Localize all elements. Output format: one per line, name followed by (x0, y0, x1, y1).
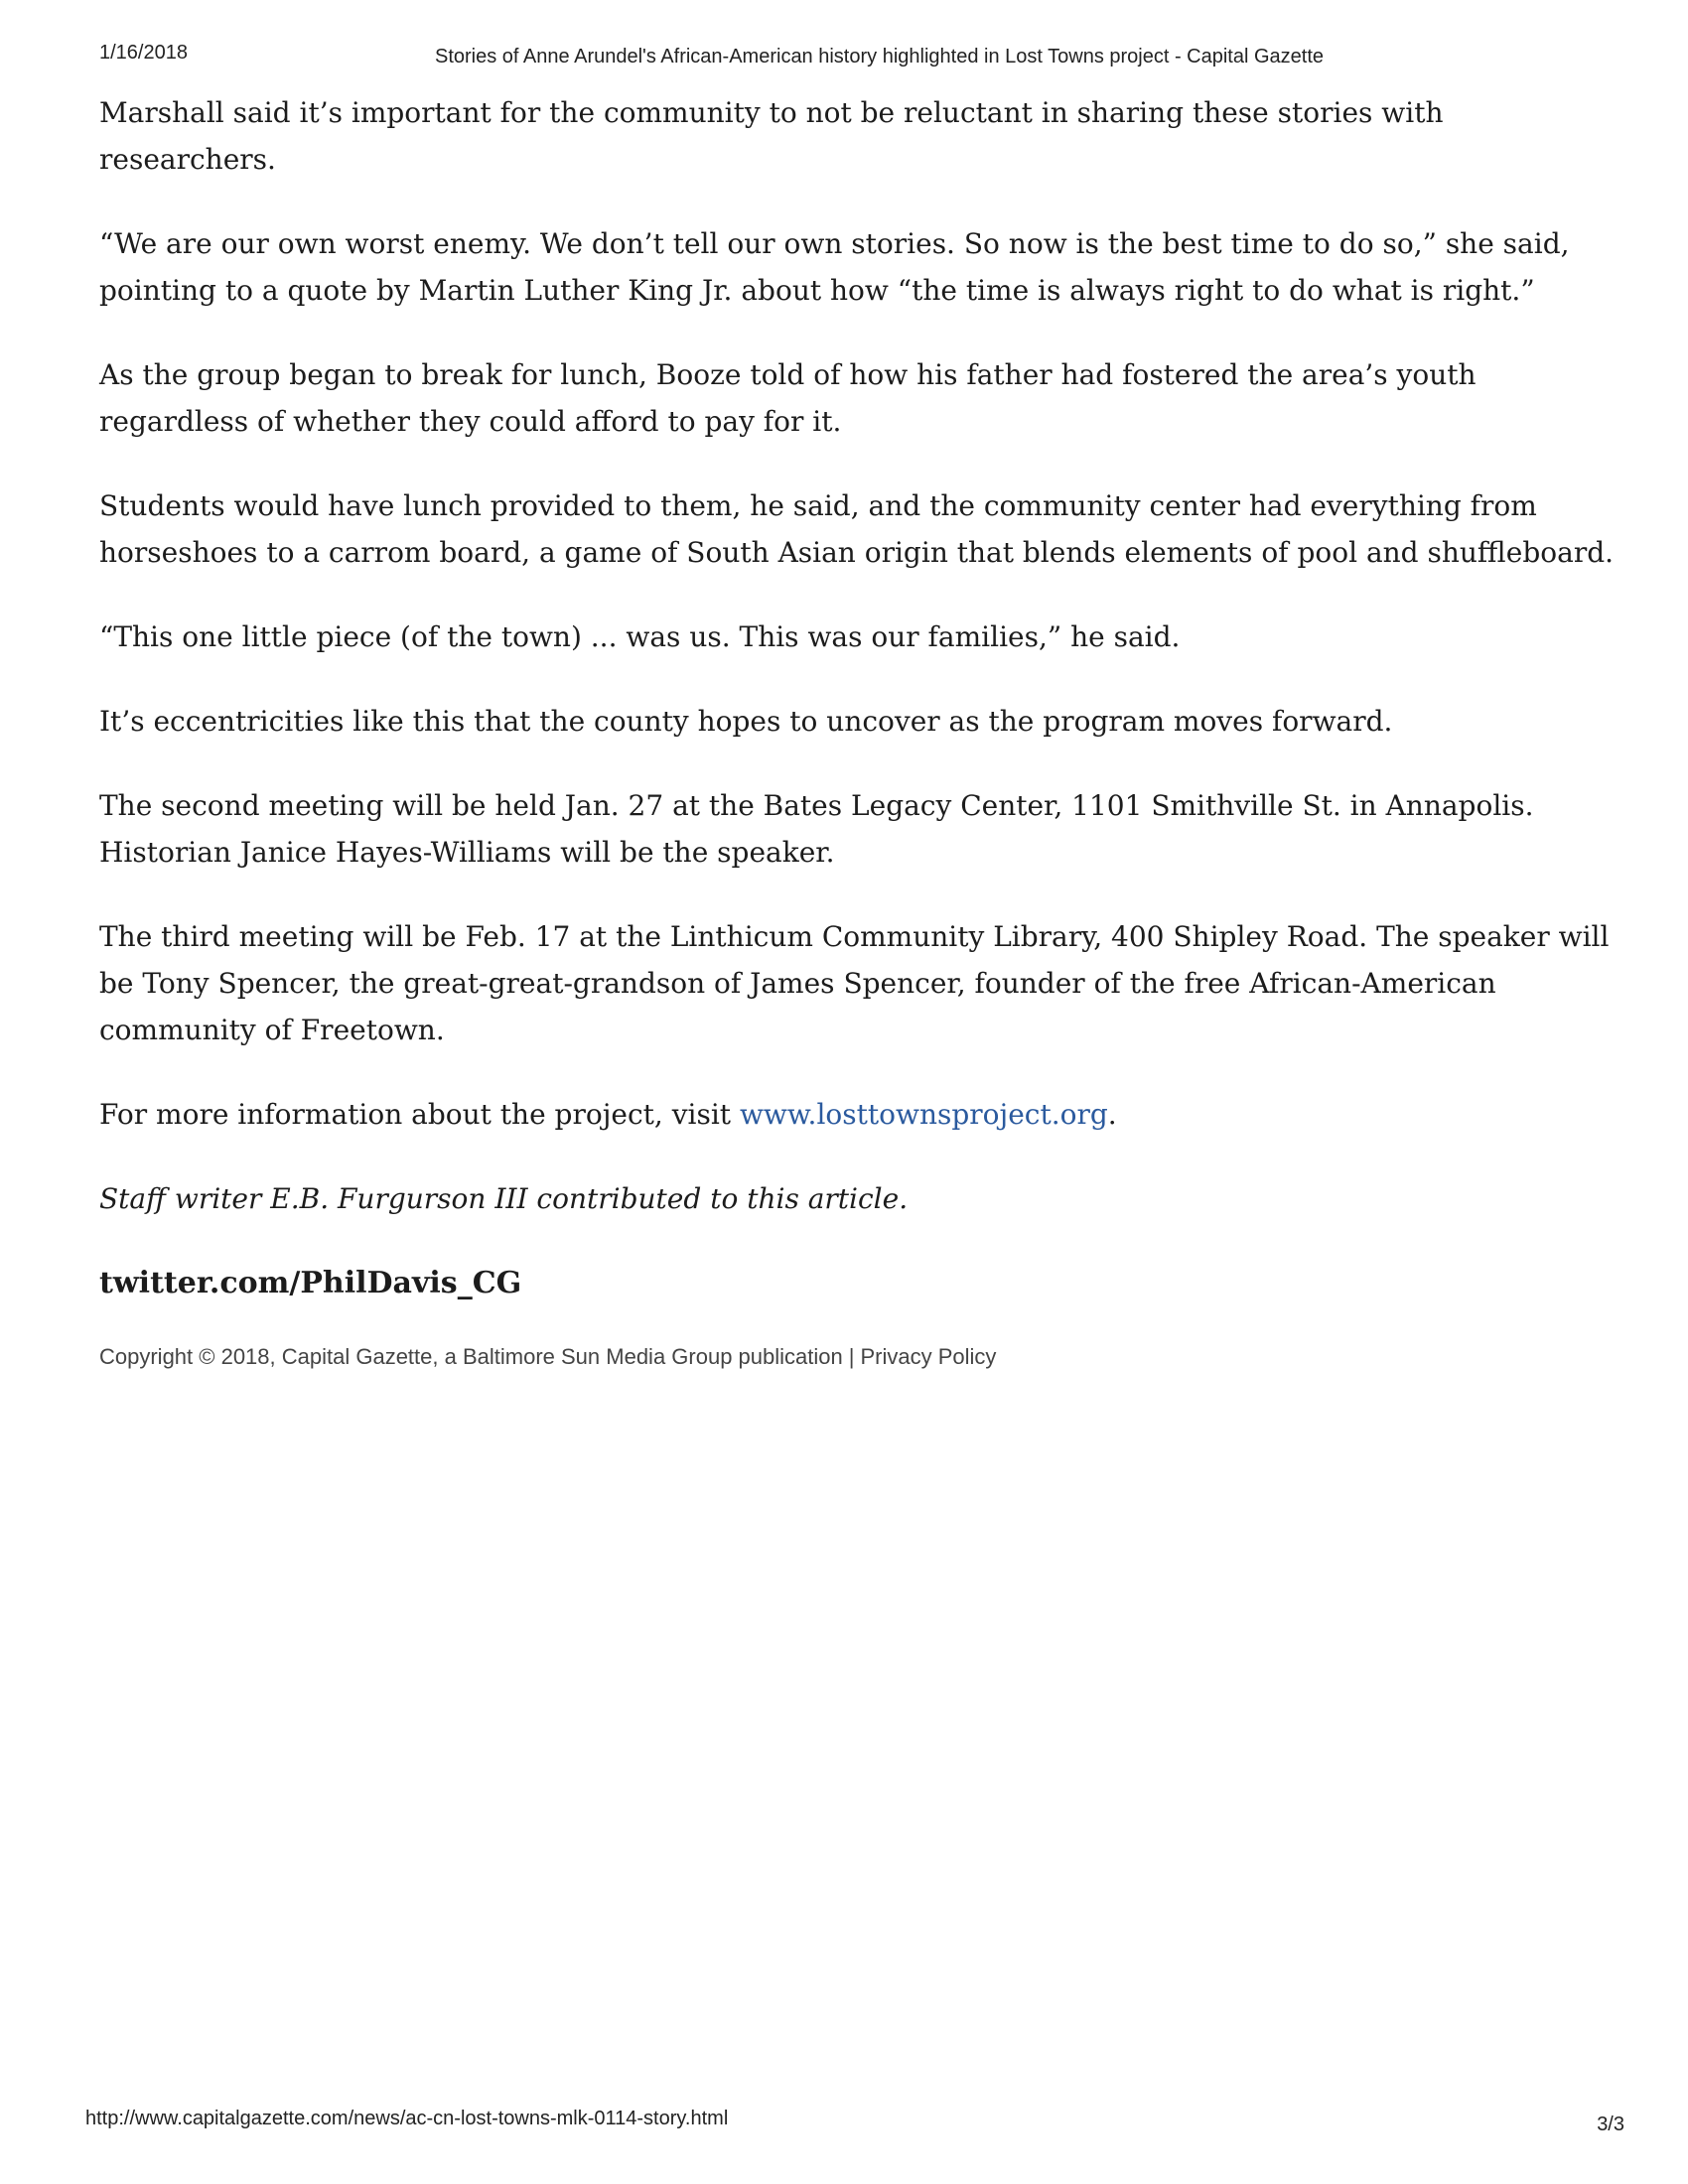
copyright-line (99, 1342, 1628, 1372)
more-info-suffix: . (1107, 1098, 1117, 1131)
print-header (99, 42, 1609, 71)
more-info-prefix: For more information about the project, visit (99, 1098, 740, 1131)
author-twitter-handle: twitter.com/PhilDavis_CG (99, 1266, 522, 1300)
more-info-paragraph (99, 1091, 1628, 1138)
privacy-policy-link[interactable]: Privacy Policy (860, 1344, 997, 1369)
copyright-separator: | (848, 1344, 855, 1369)
article-paragraph: It’s eccentricities like this that the county hopes to uncover as the program moves forward. (99, 705, 1393, 738)
article-body (99, 89, 1628, 1372)
article-paragraph: Students would have lunch provided to them, he said, and the community center had everything from horseshoes to a carrom board, a game of South Asian origin that blends elements of pool and shuffleboard. (99, 489, 1615, 569)
article-paragraph: Marshall said it’s important for the community to not be reluctant in sharing these stories with researchers. (99, 96, 1444, 176)
document-title: Stories of Anne Arundel's African-American history highlighted in Lost Towns project - Capital Gazette (435, 46, 1325, 68)
article-paragraph: “This one little piece (of the town) ... was us. This was our families,” he said. (99, 620, 1181, 653)
print-date: 1/16/2018 (99, 42, 188, 64)
page-url: http://www.capitalgazette.com/news/ac-cn-lost-towns-mlk-0114-story.html (85, 2108, 729, 2129)
page-number: 3/3 (1597, 2114, 1624, 2135)
article-paragraph: As the group began to break for lunch, Booze told of how his father had fostered the area’s youth regardless of whether they could afford to pay for it. (99, 358, 1477, 438)
project-website-link[interactable]: www.losttownsproject.org (739, 1098, 1108, 1131)
copyright-text: Copyright © 2018, Capital Gazette, a Baltimore Sun Media Group publication (99, 1344, 843, 1369)
print-footer (85, 2108, 1624, 2137)
article-paragraph: The third meeting will be Feb. 17 at the Linthicum Community Library, 400 Shipley Road. The speaker will be Tony Spencer, the great-great-grandson of James Spencer, founder of the free African-American community of Freetown. (99, 920, 1610, 1046)
article-paragraph: The second meeting will be held Jan. 27 at the Bates Legacy Center, 1101 Smithville St. in Annapolis. Historian Janice Hayes-Williams will be the speaker. (99, 789, 1534, 869)
contributor-credit: Staff writer E.B. Furgurson III contributed to this article. (99, 1182, 909, 1215)
article-paragraph: “We are our own worst enemy. We don’t tell our own stories. So now is the best time to do so,” she said, pointing to a quote by Martin Luther King Jr. about how “the time is always right to do what is right.” (99, 227, 1570, 307)
